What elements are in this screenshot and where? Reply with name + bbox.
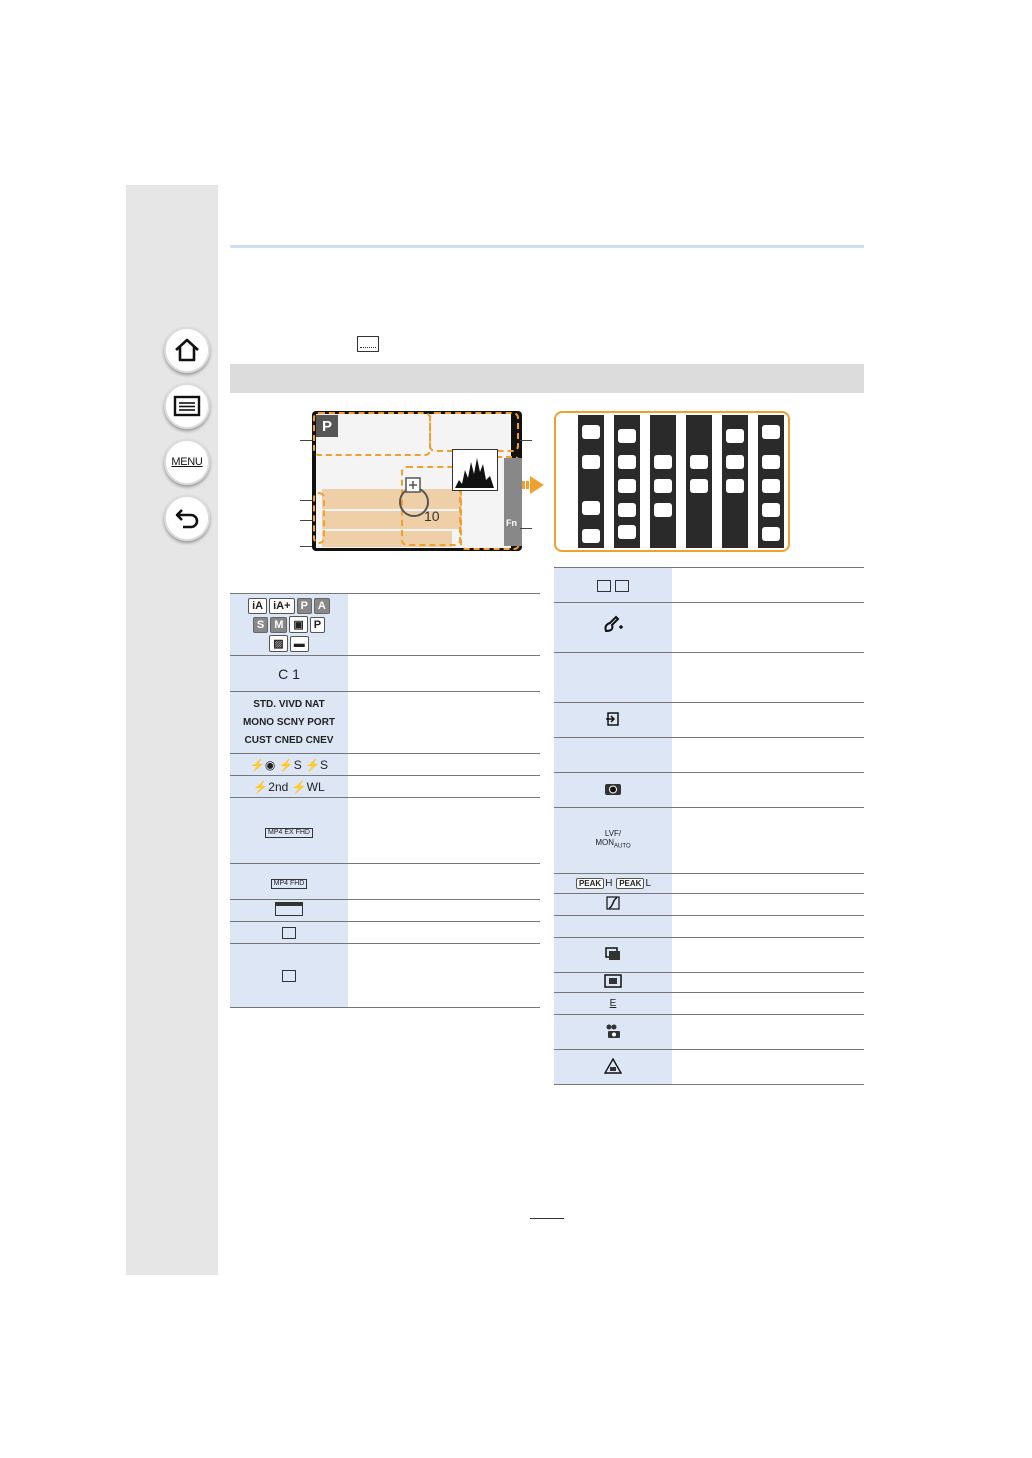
table-row [554,603,864,653]
lvf-mon-icon: LVF/ $MON_{AUTO}$ [554,808,672,874]
desc-cell [348,798,540,864]
page-number-rule [530,1218,564,1219]
table-row [554,653,864,703]
table-row [554,1050,864,1085]
desc-cell [672,1015,864,1050]
arrow-bar-1 [522,481,525,489]
table-row [554,808,864,874]
flash-sync-icons: ⚡2nd ⚡WL [230,776,348,798]
expand-arrow-icon [530,476,544,494]
callout-zone-4 [313,492,325,544]
desc-cell [672,938,864,973]
aperture-mode-icon: A [314,598,330,614]
desc-cell [348,754,540,776]
electronic-shutter-icon: E [554,993,672,1015]
intelligent-auto-plus-icon: iA+ [269,598,294,614]
desc-cell [348,864,540,900]
scene-icon: ▬ [290,636,309,652]
table-row [554,773,864,808]
picture-size-icon [230,922,348,944]
quality-icon [230,944,348,1008]
desc-cell [672,874,864,894]
manual-mode-icon: M [270,617,287,633]
table-row [554,894,864,916]
card-in-icon [554,703,672,738]
desc-cell [348,776,540,798]
highlight-shadow-icon [554,894,672,916]
table-row [554,1015,864,1050]
list-icon [173,395,201,417]
table-row [230,798,540,864]
aspect-bar-icon [230,900,348,922]
arrow-bar-2 [526,481,529,489]
table-row [554,738,864,773]
leader-line-1 [300,440,312,441]
return-icon [173,506,201,530]
table-row [230,692,540,754]
desc-cell [672,916,864,938]
table-row [554,874,864,894]
program-mode-icon: P [297,598,312,614]
tab-strip-5 [722,415,748,548]
desc-cell [348,900,540,922]
tab-strip-4 [686,415,712,548]
desc-cell [672,738,864,773]
desc-cell [348,944,540,1008]
back-button[interactable] [164,495,210,541]
icon-cell-empty [554,653,672,703]
icon-cell-empty [554,738,672,773]
section-heading-bar [230,364,864,393]
icon-cell [230,594,348,656]
table-row [554,916,864,938]
tab-strip-2 [614,415,640,548]
program-shift-icon: P [310,617,325,633]
table-row [230,656,540,692]
frame-icons [554,568,672,603]
contents-button[interactable] [164,383,210,429]
panorama-icon: ▨ [269,635,287,652]
countdown-number: 10 [424,508,440,524]
movie-mode-icon: ▣ [289,616,307,633]
leader-line-4 [300,546,312,547]
menu-label: MENU [171,456,203,468]
icon-cell-empty [554,916,672,938]
table-row [230,900,540,922]
tab-strip-1 [578,415,604,548]
desc-cell [348,656,540,692]
table-row [554,993,864,1015]
table-row [230,864,540,900]
touch-tab-strip [504,458,522,546]
desc-cell [672,773,864,808]
home-button[interactable] [164,327,210,373]
desc-cell [672,603,864,653]
desc-cell [348,692,540,754]
desc-cell [348,922,540,944]
tab-strip-6 [758,415,784,548]
leader-line-6 [520,528,532,529]
digital-zoom-icon [554,973,672,993]
table-row [554,568,864,603]
monitor-display-icon [357,336,379,352]
fn-tab-label: Fn [506,518,517,528]
shutter-mode-icon: S [253,617,268,633]
flash-mode-icons: ⚡◉ ⚡S ⚡S [230,754,348,776]
photo-style-icons: STD. VIVD NAT MONO SCNY PORT CUST CNED CNEV [230,692,348,754]
leader-line-3 [300,520,312,521]
table-row [230,922,540,944]
desc-cell [672,993,864,1015]
table-row [230,944,540,1008]
overheat-warning-icon [554,1050,672,1085]
leader-line-5 [520,440,532,441]
callout-zone-2 [429,412,519,452]
right-icon-table [554,567,864,1085]
table-row [230,594,540,656]
desc-cell [672,973,864,993]
peaking-icons: PEAK H PEAK L [554,874,672,894]
table-row [230,776,540,798]
desc-cell [672,894,864,916]
histogram [452,449,498,491]
menu-button[interactable] [164,439,210,485]
movie-picture-icon [554,1015,672,1050]
header-divider [230,245,864,248]
recording-icon [554,773,672,808]
intelligent-auto-icon: iA [248,598,267,614]
table-row [230,754,540,776]
desc-cell [672,568,864,603]
desc-cell [672,653,864,703]
desc-cell [672,808,864,874]
custom-mode-icon: C 1 [230,656,348,692]
desc-cell [672,1050,864,1085]
table-row [554,703,864,738]
table-row [554,938,864,973]
home-icon [173,337,201,363]
multi-exposure-icon [554,938,672,973]
rec-format-icon: MP4 EX FHD [230,798,348,864]
desc-cell [348,594,540,656]
creative-control-icon [554,603,672,653]
mode-badge: P [316,415,338,437]
table-row [554,973,864,993]
leader-line-2 [300,500,312,501]
left-icon-table [230,593,540,1008]
desc-cell [672,703,864,738]
rec-quality-icon: MP4 FHD [230,864,348,900]
tab-strip-3 [650,415,676,548]
